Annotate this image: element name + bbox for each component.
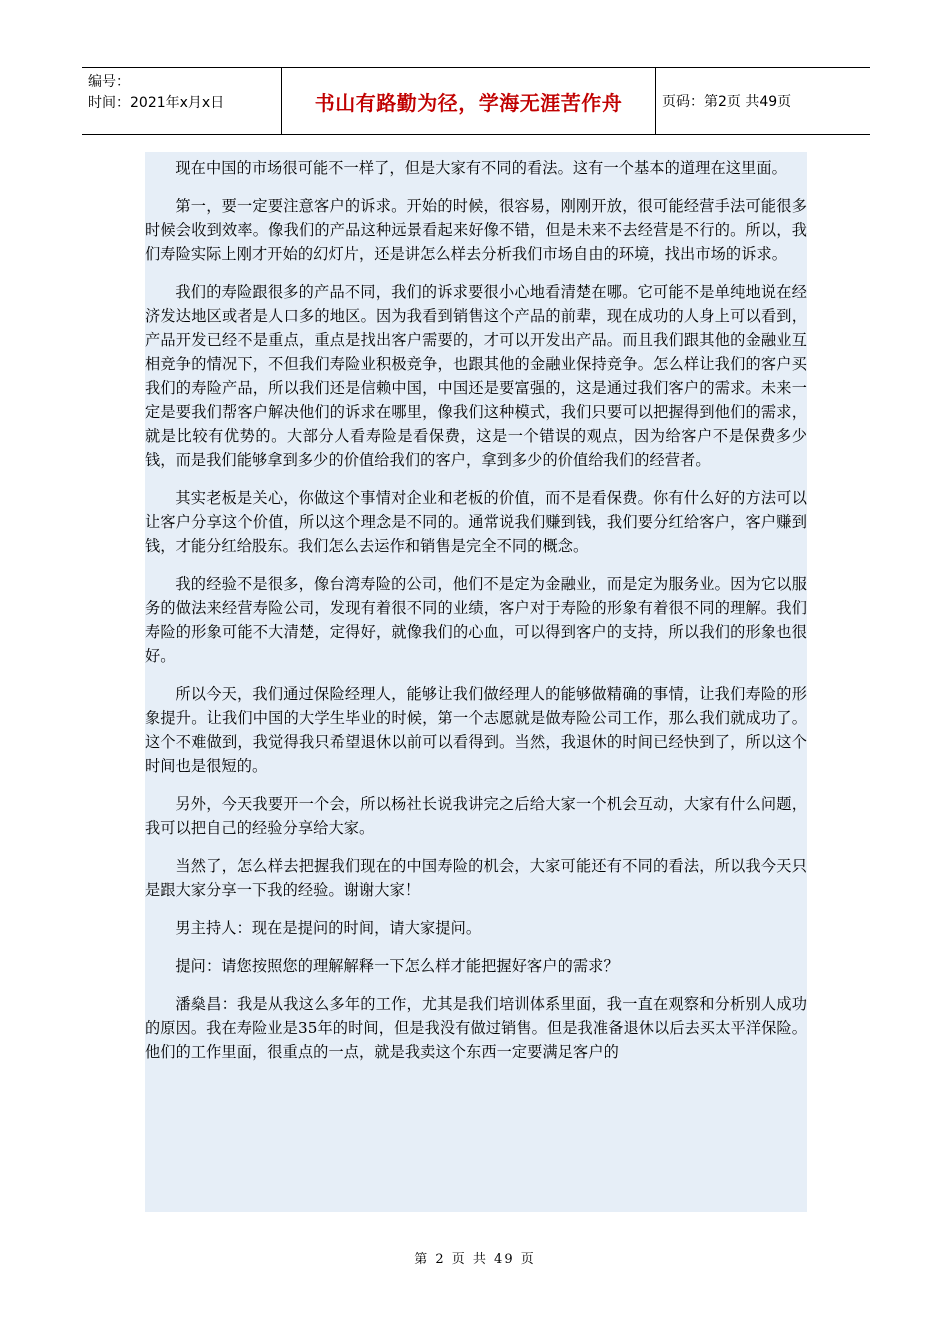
page-footer: 第 2 页 共 49 页 <box>414 1252 536 1267</box>
header-page-label: 页码：第2页 共49页 <box>662 94 792 110</box>
paragraph: 我们的寿险跟很多的产品不同，我们的诉求要很小心地看清楚在哪。它可能不是单纯地说在经济发达地区或者是人口多的地区。因为我看到销售这个产品的前辈，现在成功的人身上可以看到，产品开发已经不是重点，重点是找出客户需要的，才可以开发出产品。而且我们跟其他的金融业互相竞争的情况下，不但我们寿险业积极竞争，也跟其他的金融业保持竞争。怎么样让我们的客户买我们的寿险产品，所以我们还是信赖中国，中国还是要富强的，这是通过我们客户的需求。未来一定是要我们帮客户解决他们的诉求在哪里，像我们这种模式，我们只要可以把握得到他们的需求，就是比较有优势的。大部分人看寿险是看保费，这是一个错误的观点，因为给客户不是保费多少钱，而是我们能够拿到多少的价值给我们的客户，拿到多少的价值给我们的经营者。 <box>145 283 807 469</box>
paragraph: 提问：请您按照您的理解解释一下怎么样才能把握好客户的需求？ <box>175 957 619 975</box>
paragraph: 我的经验不是很多，像台湾寿险的公司，他们不是定为金融业，而是定为服务业。因为它以服务的做法来经营寿险公司，发现有着很不同的业绩，客户对于寿险的形象有着很不同的理解。我们寿险的形象可能不大清楚，定得好，就像我们的心血，可以得到客户的支持，所以我们的形象也很好。 <box>145 575 807 665</box>
body-content <box>145 152 807 1212</box>
paragraph: 所以今天，我们通过保险经理人，能够让我们做经理人的能够做精确的事情，让我们寿险的形象提升。让我们中国的大学生毕业的时候，第一个志愿就是做寿险公司工作，那么我们就成功了。这个不难做到，我觉得我只希望退休以前可以看得到。当然，我退休的时间已经快到了，所以这个时间也是很短的。 <box>145 685 807 775</box>
header-motto: 书山有路勤为径，学海无涯苦作舟 <box>282 68 656 134</box>
paragraph: 现在中国的市场很可能不一样了，但是大家有不同的看法。这有一个基本的道理在这里面。 <box>175 159 787 177</box>
header-meta-cell <box>82 68 282 134</box>
paragraph: 男主持人：现在是提问的时间，请大家提问。 <box>175 919 482 937</box>
paragraph: 当然了，怎么样去把握我们现在的中国寿险的机会，大家可能还有不同的看法，所以我今天只是跟大家分享一下我的经验。谢谢大家！ <box>145 857 807 899</box>
paragraph: 其实老板是关心，你做这个事情对企业和老板的价值，而不是看保费。你有什么好的方法可以让客户分享这个价值，所以这个理念是不同的。通常说我们赚到钱，我们要分红给客户，客户赚到钱，才能分红给股东。我们怎么去运作和销售是完全不同的概念。 <box>145 489 807 555</box>
document-header <box>82 67 870 135</box>
paragraph: 潘燊昌：我是从我这么多年的工作，尤其是我们培训体系里面，我一直在观察和分析别人成功的原因。我在寿险业是35年的时间，但是我没有做过销售。但是我准备退休以后去买太平洋保险。他们的工作里面，很重点的一点，就是我卖这个东西一定要满足客户的 <box>145 995 807 1061</box>
header-date-label: 时间：2021年x月x日 <box>88 95 225 111</box>
header-number-label: 编号： <box>88 74 130 90</box>
paragraph: 第一，要一定要注意客户的诉求。开始的时候，很容易，刚刚开放，很可能经营手法可能很多时候会收到效率。像我们的产品这种远景看起来好像不错，但是未来不去经营是不行的。所以，我们寿险实际上刚才开始的幻灯片，还是讲怎么样去分析我们市场自由的环境，找出市场的诉求。 <box>145 197 807 263</box>
paragraph: 另外，今天我要开一个会，所以杨社长说我讲完之后给大家一个机会互动，大家有什么问题，我可以把自己的经验分享给大家。 <box>145 795 807 837</box>
